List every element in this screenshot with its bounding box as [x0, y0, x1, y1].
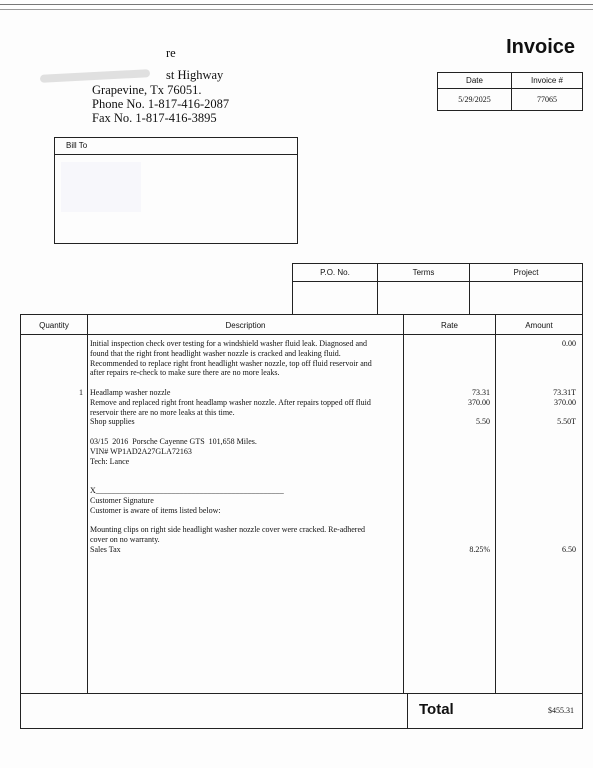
company-phone: Phone No. 1-817-416-2087: [92, 97, 230, 111]
table-row: [21, 525, 582, 535]
date-value: 5/29/2025: [458, 95, 491, 104]
row-rate: 73.31: [472, 388, 490, 397]
table-row: [21, 359, 582, 369]
row-description: after repairs re-check to make sure there are no more leaks.: [90, 368, 280, 378]
row-amount: 5.50T: [557, 417, 576, 427]
po-number-label: P.O. No.: [320, 268, 350, 277]
company-address: st Highway: [166, 68, 224, 82]
rate-column-header: Rate: [441, 321, 458, 330]
row-description: cover on no warranty.: [90, 535, 160, 544]
amount-column-header: Amount: [525, 321, 553, 330]
row-amount: 370.00: [554, 397, 576, 407]
row-description: Initial inspection check over testing for a windshield washer fluid leak. Diagnosed and: [90, 339, 368, 348]
row-description: Customer is aware of items listed below:: [90, 505, 221, 515]
table-row: [21, 437, 582, 447]
line-items-table: [20, 314, 583, 729]
row-description: Customer Signature: [90, 495, 154, 505]
table-row: [21, 398, 582, 408]
row-rate: 5.50: [476, 417, 490, 427]
row-description: Sales Tax: [90, 544, 121, 554]
row-description: Mounting clips on right side headlight washer nozzle cover were cracked. Re-adhered: [90, 525, 366, 535]
table-row: [21, 496, 582, 506]
table-row: [21, 378, 582, 388]
description-column-header: Description: [225, 321, 266, 330]
redacted-smudge: [40, 69, 150, 83]
project-label: Project: [513, 268, 539, 277]
scan-edge-line-2: [0, 9, 593, 10]
company-city: Grapevine, Tx 76051.: [92, 83, 202, 97]
company-name: re: [166, 46, 176, 60]
invoice-number-label: Invoice #: [530, 76, 564, 85]
date-invoice-box: [437, 72, 583, 111]
table-row: [21, 486, 582, 496]
row-rate: 370.00: [468, 397, 490, 407]
total-label: Total: [419, 701, 454, 718]
table-row: [21, 388, 582, 398]
table-row: [21, 535, 582, 545]
total-value: $455.31: [548, 706, 574, 715]
company-fax: Fax No. 1-817-416-3895: [92, 111, 217, 125]
table-row: [21, 447, 582, 457]
invoice-number-value: 77065: [537, 95, 557, 104]
row-description: Headlamp washer nozzle: [90, 388, 171, 397]
table-row: [21, 427, 582, 437]
row-description: reservoir there are no more leaks at this time.: [90, 407, 235, 417]
table-row: [21, 476, 582, 486]
row-description: X_______________________________________________: [90, 486, 284, 495]
document-title: Invoice: [506, 36, 575, 58]
terms-label: Terms: [412, 268, 435, 277]
row-description: VIN# WP1AD2A27GLA72163: [90, 446, 192, 456]
table-row: [21, 457, 582, 467]
row-description: Remove and replaced right front headlamp washer nozzle. After repairs topped off fluid: [90, 397, 371, 407]
table-row: [21, 515, 582, 525]
table-row: [21, 417, 582, 427]
bill-to-box: [54, 137, 298, 244]
table-row: [21, 339, 582, 349]
row-description: found that the right front headlight washer nozzle is cracked and leaking fluid.: [90, 348, 341, 358]
table-row: [21, 466, 582, 476]
table-row: [21, 368, 582, 378]
row-quantity: 1: [79, 388, 83, 397]
po-terms-project-box: [292, 263, 583, 315]
row-description: Shop supplies: [90, 417, 135, 427]
table-row: [21, 545, 582, 555]
bill-to-redacted: [61, 162, 141, 212]
bill-to-label: Bill To: [66, 141, 88, 150]
row-description: Recommended to replace right front headlight washer nozzle, top off fluid reservoir and: [90, 358, 372, 368]
row-description: 03/15 2016 Porsche Cayenne GTS 101,658 Miles.: [90, 437, 257, 446]
table-row: [21, 349, 582, 359]
row-amount: 73.31T: [553, 388, 576, 397]
row-description: Tech: Lance: [90, 456, 130, 466]
scan-edge-line: [0, 4, 593, 5]
row-rate: 8.25%: [469, 544, 490, 554]
table-row: [21, 408, 582, 418]
row-amount: 0.00: [562, 339, 576, 348]
quantity-column-header: Quantity: [39, 321, 69, 330]
row-amount: 6.50: [562, 544, 576, 554]
table-row: [21, 506, 582, 516]
date-label: Date: [466, 76, 483, 85]
